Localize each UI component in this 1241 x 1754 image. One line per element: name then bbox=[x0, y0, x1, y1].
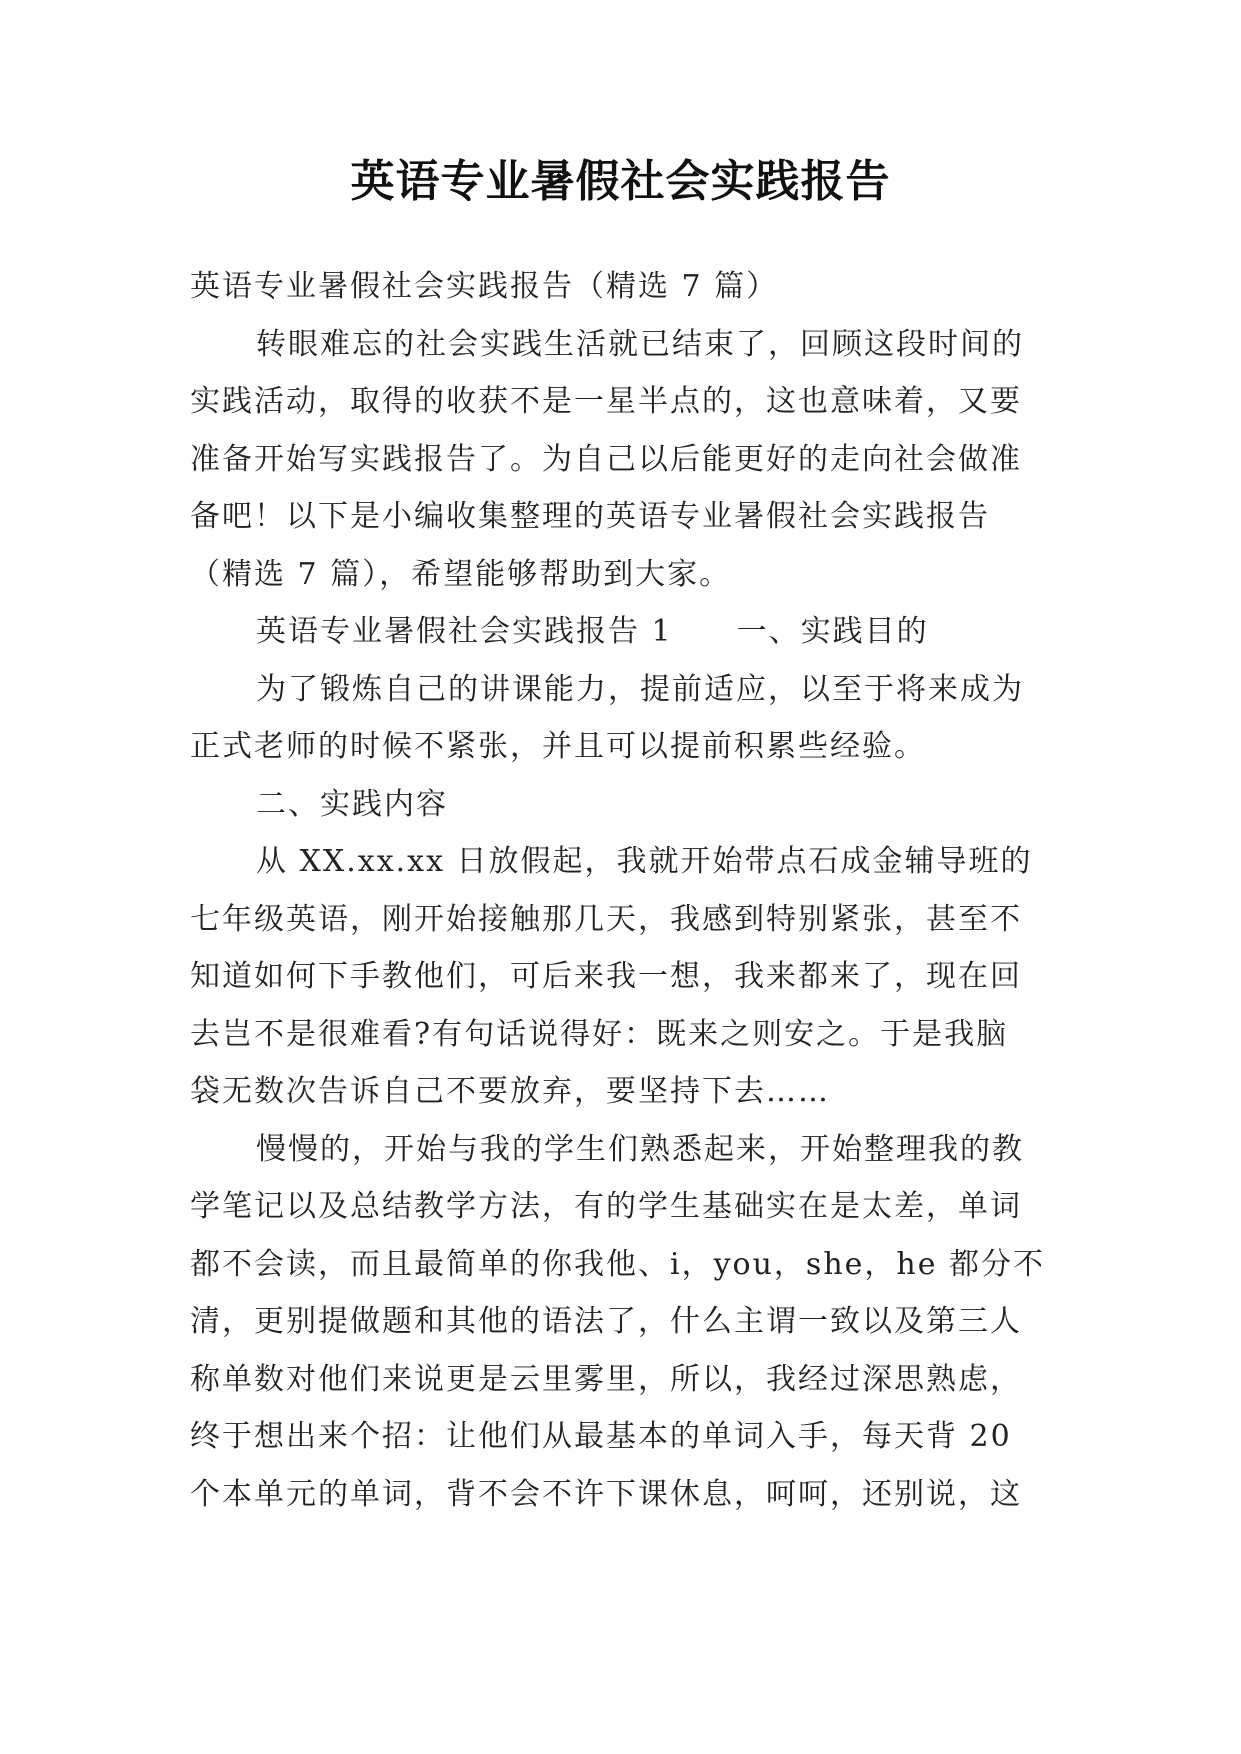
body-line: 准备开始写实践报告了。为自己以后能更好的走向社会做准 bbox=[190, 441, 1022, 477]
body-line: 都不会读，而且最简单的你我他、i，you，she，he 都分不 bbox=[190, 1246, 1046, 1282]
body-line: 英语专业暑假社会实践报告 1 一、实践目的 bbox=[256, 614, 929, 649]
body-line: 个本单元的单词，背不会不许下课休息，呵呵，还别说，这 bbox=[190, 1476, 1022, 1512]
body-line: 去岂不是很难看?有句话说得好：既来之则安之。于是我脑 bbox=[190, 1016, 1009, 1052]
body-line: 称单数对他们来说更是云里雾里，所以，我经过深思熟虑， bbox=[190, 1361, 1022, 1397]
body-line: 英语专业暑假社会实践报告（精选 7 篇） bbox=[190, 269, 779, 304]
body-line: 七年级英语，刚开始接触那几天，我感到特别紧张，甚至不 bbox=[190, 901, 1022, 937]
body-line: 袋无数次告诉自己不要放弃，要坚持下去…… bbox=[190, 1074, 830, 1109]
document-title: 英语专业暑假社会实践报告 bbox=[350, 156, 891, 207]
body-line: （精选 7 篇），希望能够帮助到大家。 bbox=[190, 556, 732, 592]
body-line: 慢慢的，开始与我的学生们熟悉起来，开始整理我的教 bbox=[256, 1131, 1024, 1167]
document-body bbox=[190, 258, 1050, 1523]
body-line: 学笔记以及总结教学方法，有的学生基础实在是太差，单词 bbox=[190, 1189, 1022, 1224]
body-line: 清，更别提做题和其他的语法了，什么主谓一致以及第三人 bbox=[190, 1304, 1022, 1339]
body-line: 二、实践内容 bbox=[256, 786, 448, 822]
body-line: 终于想出来个招：让他们从最基本的单词入手，每天背 20 bbox=[190, 1419, 1012, 1454]
body-line: 转眼难忘的社会实践生活就已结束了，回顾这段时间的 bbox=[256, 326, 1024, 362]
body-line: 为了锻炼自己的讲课能力，提前适应，以至于将来成为 bbox=[256, 671, 1024, 707]
body-line: 从 XX.xx.xx 日放假起，我就开始带点石成金辅导班的 bbox=[256, 844, 1033, 879]
body-line: 实践活动，取得的收获不是一星半点的，这也意味着，又要 bbox=[190, 384, 1022, 419]
body-line: 备吧！以下是小编收集整理的英语专业暑假社会实践报告 bbox=[190, 499, 990, 534]
body-line: 知道如何下手教他们，可后来我一想，我来都来了，现在回 bbox=[190, 959, 1022, 994]
body-line: 正式老师的时候不紧张，并且可以提前积累些经验。 bbox=[190, 729, 926, 764]
